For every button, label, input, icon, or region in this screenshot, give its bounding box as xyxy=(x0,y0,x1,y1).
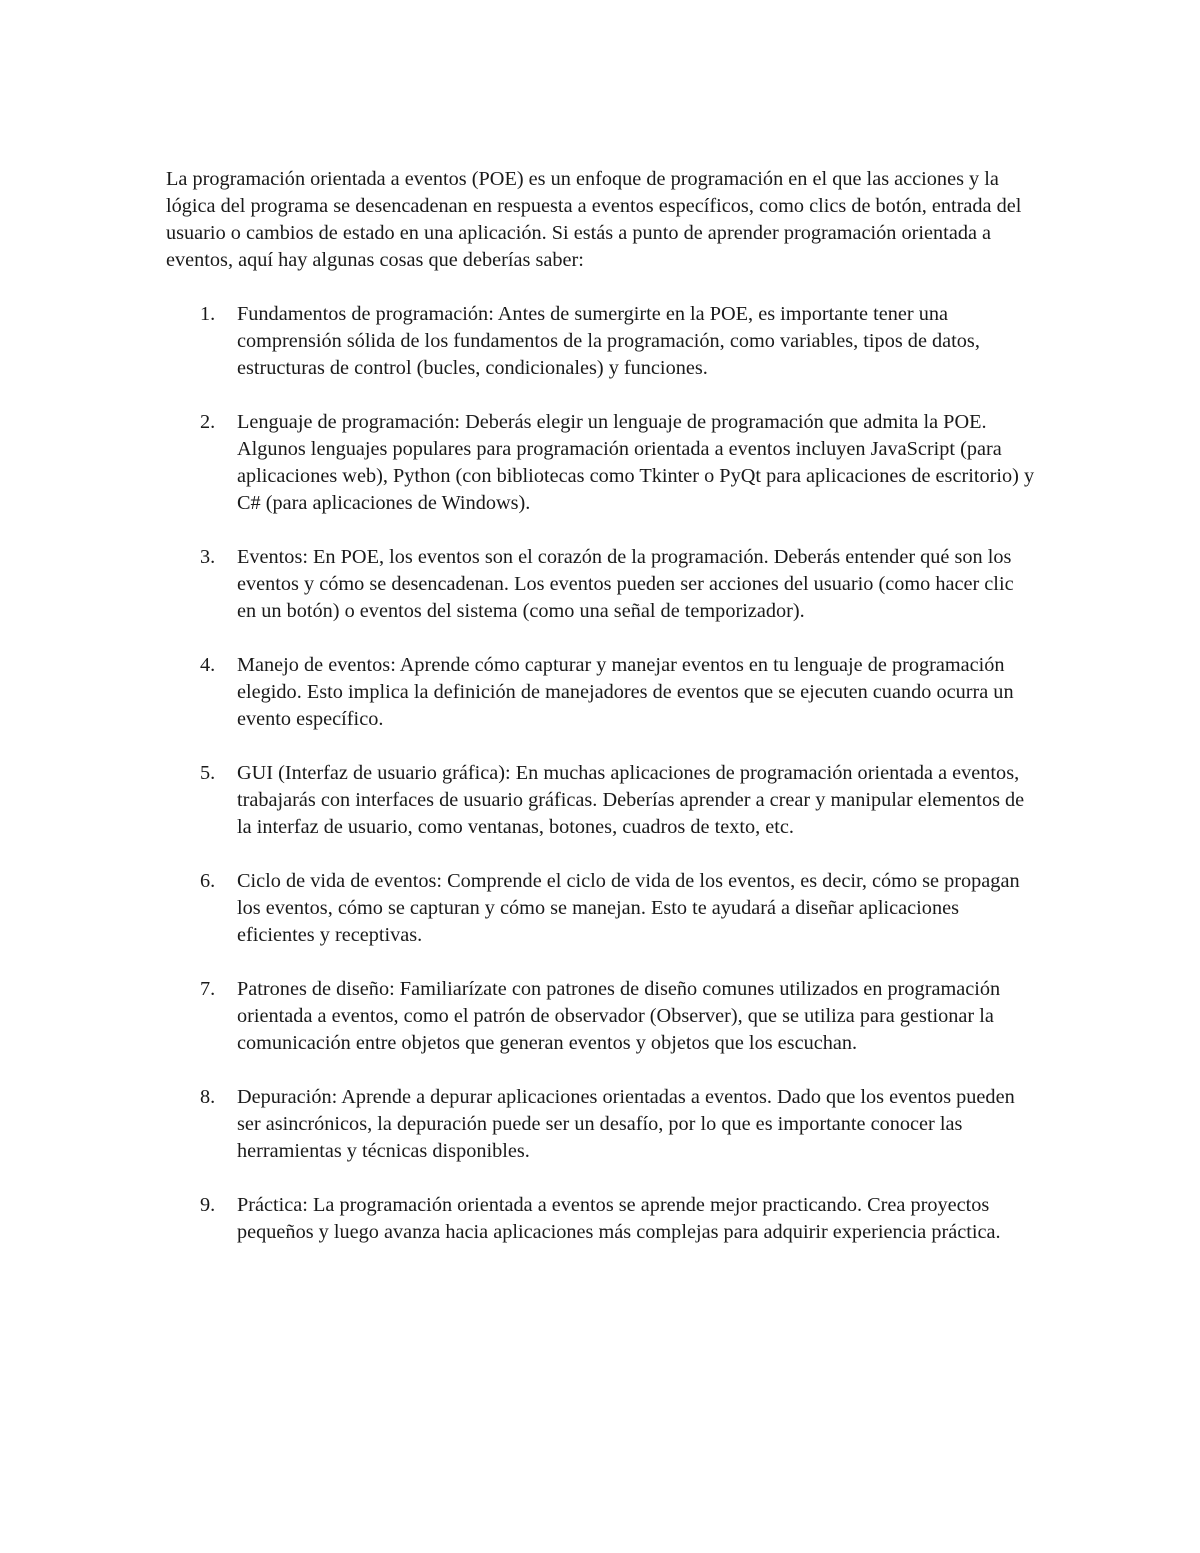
list-item xyxy=(166,1192,1036,1246)
list-item-number: 4. xyxy=(200,654,216,676)
list-item-number: 3. xyxy=(200,546,216,568)
list-item xyxy=(166,409,1036,517)
list-item-text: Práctica: La programación orientada a eventos se aprende mejor practicando. Crea proyectos pequeños y luego avanza hacia aplicaciones más complejas para adquirir experiencia práctica. xyxy=(237,1194,1001,1243)
list-item xyxy=(166,868,1036,949)
list-item-text: Lenguaje de programación: Deberás elegir un lenguaje de programación que admita la POE. Algunos lenguajes populares para programación orientada a eventos incluyen JavaScript (para aplicaciones web), Python (con bibliotecas como Tkinter o PyQt para aplicaciones de escritorio) y C# (para aplicaciones de Windows). xyxy=(237,411,1035,514)
list-item xyxy=(166,544,1036,625)
list-item-text: Eventos: En POE, los eventos son el corazón de la programación. Deberás entender qué son los eventos y cómo se desencadenan. Los eventos pueden ser acciones del usuario (como hacer clic en un botón) o eventos del sistema (como una señal de temporizador). xyxy=(237,546,1014,622)
list-item-number: 5. xyxy=(200,762,216,784)
intro-paragraph: La programación orientada a eventos (POE) es un enfoque de programación en el que las acciones y la lógica del programa se desencadenan en respuesta a eventos específicos, como clics de botón, entrada del usuario o cambios de estado en una aplicación. Si estás a punto de aprender programación orientada a eventos, aquí hay algunas cosas que deberías saber: xyxy=(166,168,1022,271)
list-item-number: 9. xyxy=(200,1194,216,1216)
list-item-number: 7. xyxy=(200,978,216,1000)
list-item-text: Fundamentos de programación: Antes de sumergirte en la POE, es importante tener una comprensión sólida de los fundamentos de la programación, como variables, tipos de datos, estructuras de control (bucles, condicionales) y funciones. xyxy=(237,303,980,379)
list-item-number: 8. xyxy=(200,1086,216,1108)
list-item-number: 1. xyxy=(200,303,216,325)
document-body xyxy=(166,166,1036,1246)
list-item-text: Patrones de diseño: Familiarízate con patrones de diseño comunes utilizados en programación orientada a eventos, como el patrón de observador (Observer), que se utiliza para gestionar la comunicación entre objetos que generan eventos y objetos que los escuchan. xyxy=(237,978,1001,1054)
list-item-number: 6. xyxy=(200,870,216,892)
list-item-number: 2. xyxy=(200,411,216,433)
numbered-list xyxy=(166,301,1036,1246)
list-item xyxy=(166,760,1036,841)
list-item xyxy=(166,1084,1036,1165)
list-item-text: GUI (Interfaz de usuario gráfica): En muchas aplicaciones de programación orientada a eventos, trabajarás con interfaces de usuario gráficas. Deberías aprender a crear y manipular elementos de la interfaz de usuario, como ventanas, botones, cuadros de texto, etc. xyxy=(237,762,1025,838)
list-item xyxy=(166,652,1036,733)
list-item xyxy=(166,301,1036,382)
list-item-text: Ciclo de vida de eventos: Comprende el ciclo de vida de los eventos, es decir, cómo se propagan los eventos, cómo se capturan y cómo se manejan. Esto te ayudará a diseñar aplicaciones eficientes y receptivas. xyxy=(237,870,1020,946)
list-item-text: Depuración: Aprende a depurar aplicaciones orientadas a eventos. Dado que los eventos pueden ser asincrónicos, la depuración puede ser un desafío, por lo que es importante conocer las herramientas y técnicas disponibles. xyxy=(237,1086,1015,1162)
list-item-text: Manejo de eventos: Aprende cómo capturar y manejar eventos en tu lenguaje de programación elegido. Esto implica la definición de manejadores de eventos que se ejecuten cuando ocurra un evento específico. xyxy=(237,654,1014,730)
list-item xyxy=(166,976,1036,1057)
